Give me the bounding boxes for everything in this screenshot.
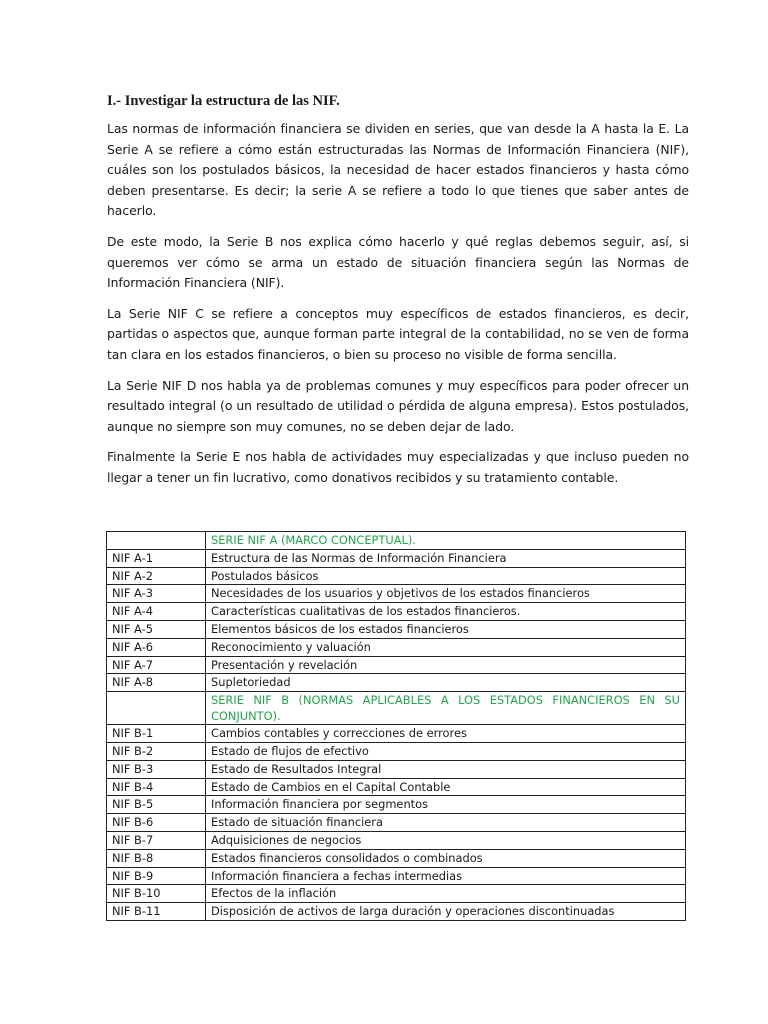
nif-description: Información financiera por segmentos — [206, 796, 686, 814]
nif-code: NIF A-7 — [107, 656, 206, 674]
nif-code: NIF B-5 — [107, 796, 206, 814]
paragraph-series-a: Las normas de información financiera se dividen en series, que van desde la A hasta la E. La Serie A se refiere a cómo están estructuradas las Normas de Información Financiera (NIF), cuáles son los postulados básicos, la necesidad de hacer estados financieros y hasta cómo deben presentarse. Es decir; la serie A se refiere a todo lo que tienes que saber antes de hacerlo. — [107, 121, 689, 219]
nif-description: Información financiera a fechas intermedias — [206, 867, 686, 885]
section-row-b — [107, 692, 686, 725]
nif-description: Cambios contables y correcciones de errores — [206, 725, 686, 743]
nif-code: NIF B-10 — [107, 885, 206, 903]
table-row — [107, 885, 686, 903]
paragraph-series-c: La Serie NIF C se refiere a conceptos muy específicos de estados financieros, es decir, partidas o aspectos que, aunque forman parte integral de la contabilidad, no se ven de forma tan clara en los estados financieros, o bien su proceso no visible de forma sencilla. — [107, 305, 689, 362]
table-row — [107, 867, 686, 885]
nif-table-container — [106, 531, 686, 921]
paragraph-series-d: La Serie NIF D nos habla ya de problemas comunes y muy específicos para poder ofrecer un resultado integral (o un resultado de utilidad o pérdida de alguna empresa). Estos postulados, aunque no siempre son muy comunes, no se deben dejar de lado. — [107, 377, 689, 434]
nif-description: Estado de Cambios en el Capital Contable — [206, 778, 686, 796]
nif-code: NIF A-3 — [107, 585, 206, 603]
table-row — [107, 760, 686, 778]
table-row — [107, 903, 686, 921]
nif-code: NIF B-11 — [107, 903, 206, 921]
table-row — [107, 603, 686, 621]
table-row — [107, 742, 686, 760]
table-row — [107, 778, 686, 796]
table-row — [107, 585, 686, 603]
nif-description: Estructura de las Normas de Información Financiera — [206, 549, 686, 567]
nif-description: Estado de flujos de efectivo — [206, 742, 686, 760]
nif-code: NIF B-8 — [107, 849, 206, 867]
table-row — [107, 831, 686, 849]
section-title-b: SERIE NIF B (NORMAS APLICABLES A LOS ESTADOS FINANCIEROS EN SU CONJUNTO). — [206, 692, 686, 725]
section-code-cell — [107, 692, 206, 725]
document-heading: I.- Investigar la estructura de las NIF. — [107, 93, 340, 109]
table-row — [107, 567, 686, 585]
nif-code: NIF A-2 — [107, 567, 206, 585]
nif-code: NIF A-5 — [107, 620, 206, 638]
nif-description: Estado de situación financiera — [206, 814, 686, 832]
table-row — [107, 849, 686, 867]
paragraph-series-e: Finalmente la Serie E nos habla de actividades muy especializadas y que incluso pueden no llegar a tener un fin lucrativo, como donativos recibidos y su tratamiento contable. — [107, 449, 689, 485]
nif-description: Estado de Resultados Integral — [206, 760, 686, 778]
section-row-a — [107, 532, 686, 550]
nif-description: Postulados básicos — [206, 567, 686, 585]
document-body — [107, 92, 689, 499]
nif-code: NIF A-6 — [107, 638, 206, 656]
nif-description: Elementos básicos de los estados financieros — [206, 620, 686, 638]
nif-code: NIF B-4 — [107, 778, 206, 796]
nif-code: NIF A-4 — [107, 603, 206, 621]
table-row — [107, 725, 686, 743]
section-code-cell — [107, 532, 206, 550]
nif-code: NIF B-1 — [107, 725, 206, 743]
nif-description: Adquisiciones de negocios — [206, 831, 686, 849]
nif-code: NIF B-2 — [107, 742, 206, 760]
nif-code: NIF B-7 — [107, 831, 206, 849]
section-title-a: SERIE NIF A (MARCO CONCEPTUAL). — [206, 532, 686, 550]
nif-description: Características cualitativas de los estados financieros. — [206, 603, 686, 621]
nif-description: Presentación y revelación — [206, 656, 686, 674]
table-row — [107, 620, 686, 638]
nif-code: NIF B-3 — [107, 760, 206, 778]
nif-description: Supletoriedad — [206, 674, 686, 692]
nif-description: Disposición de activos de larga duración y operaciones discontinuadas — [206, 903, 686, 921]
nif-code: NIF B-6 — [107, 814, 206, 832]
nif-description: Efectos de la inflación — [206, 885, 686, 903]
nif-code: NIF A-1 — [107, 549, 206, 567]
nif-code: NIF B-9 — [107, 867, 206, 885]
table-row — [107, 674, 686, 692]
nif-table — [106, 531, 686, 921]
paragraph-series-b: De este modo, la Serie B nos explica cómo hacerlo y qué reglas debemos seguir, así, si queremos ver cómo se arma un estado de situación financiera según las Normas de Información Financiera (NIF). — [107, 233, 689, 291]
table-row — [107, 796, 686, 814]
table-row — [107, 656, 686, 674]
nif-description: Reconocimiento y valuación — [206, 638, 686, 656]
table-row — [107, 814, 686, 832]
table-row — [107, 638, 686, 656]
nif-description: Estados financieros consolidados o combinados — [206, 849, 686, 867]
table-row — [107, 549, 686, 567]
nif-code: NIF A-8 — [107, 674, 206, 692]
nif-description: Necesidades de los usuarios y objetivos de los estados financieros — [206, 585, 686, 603]
